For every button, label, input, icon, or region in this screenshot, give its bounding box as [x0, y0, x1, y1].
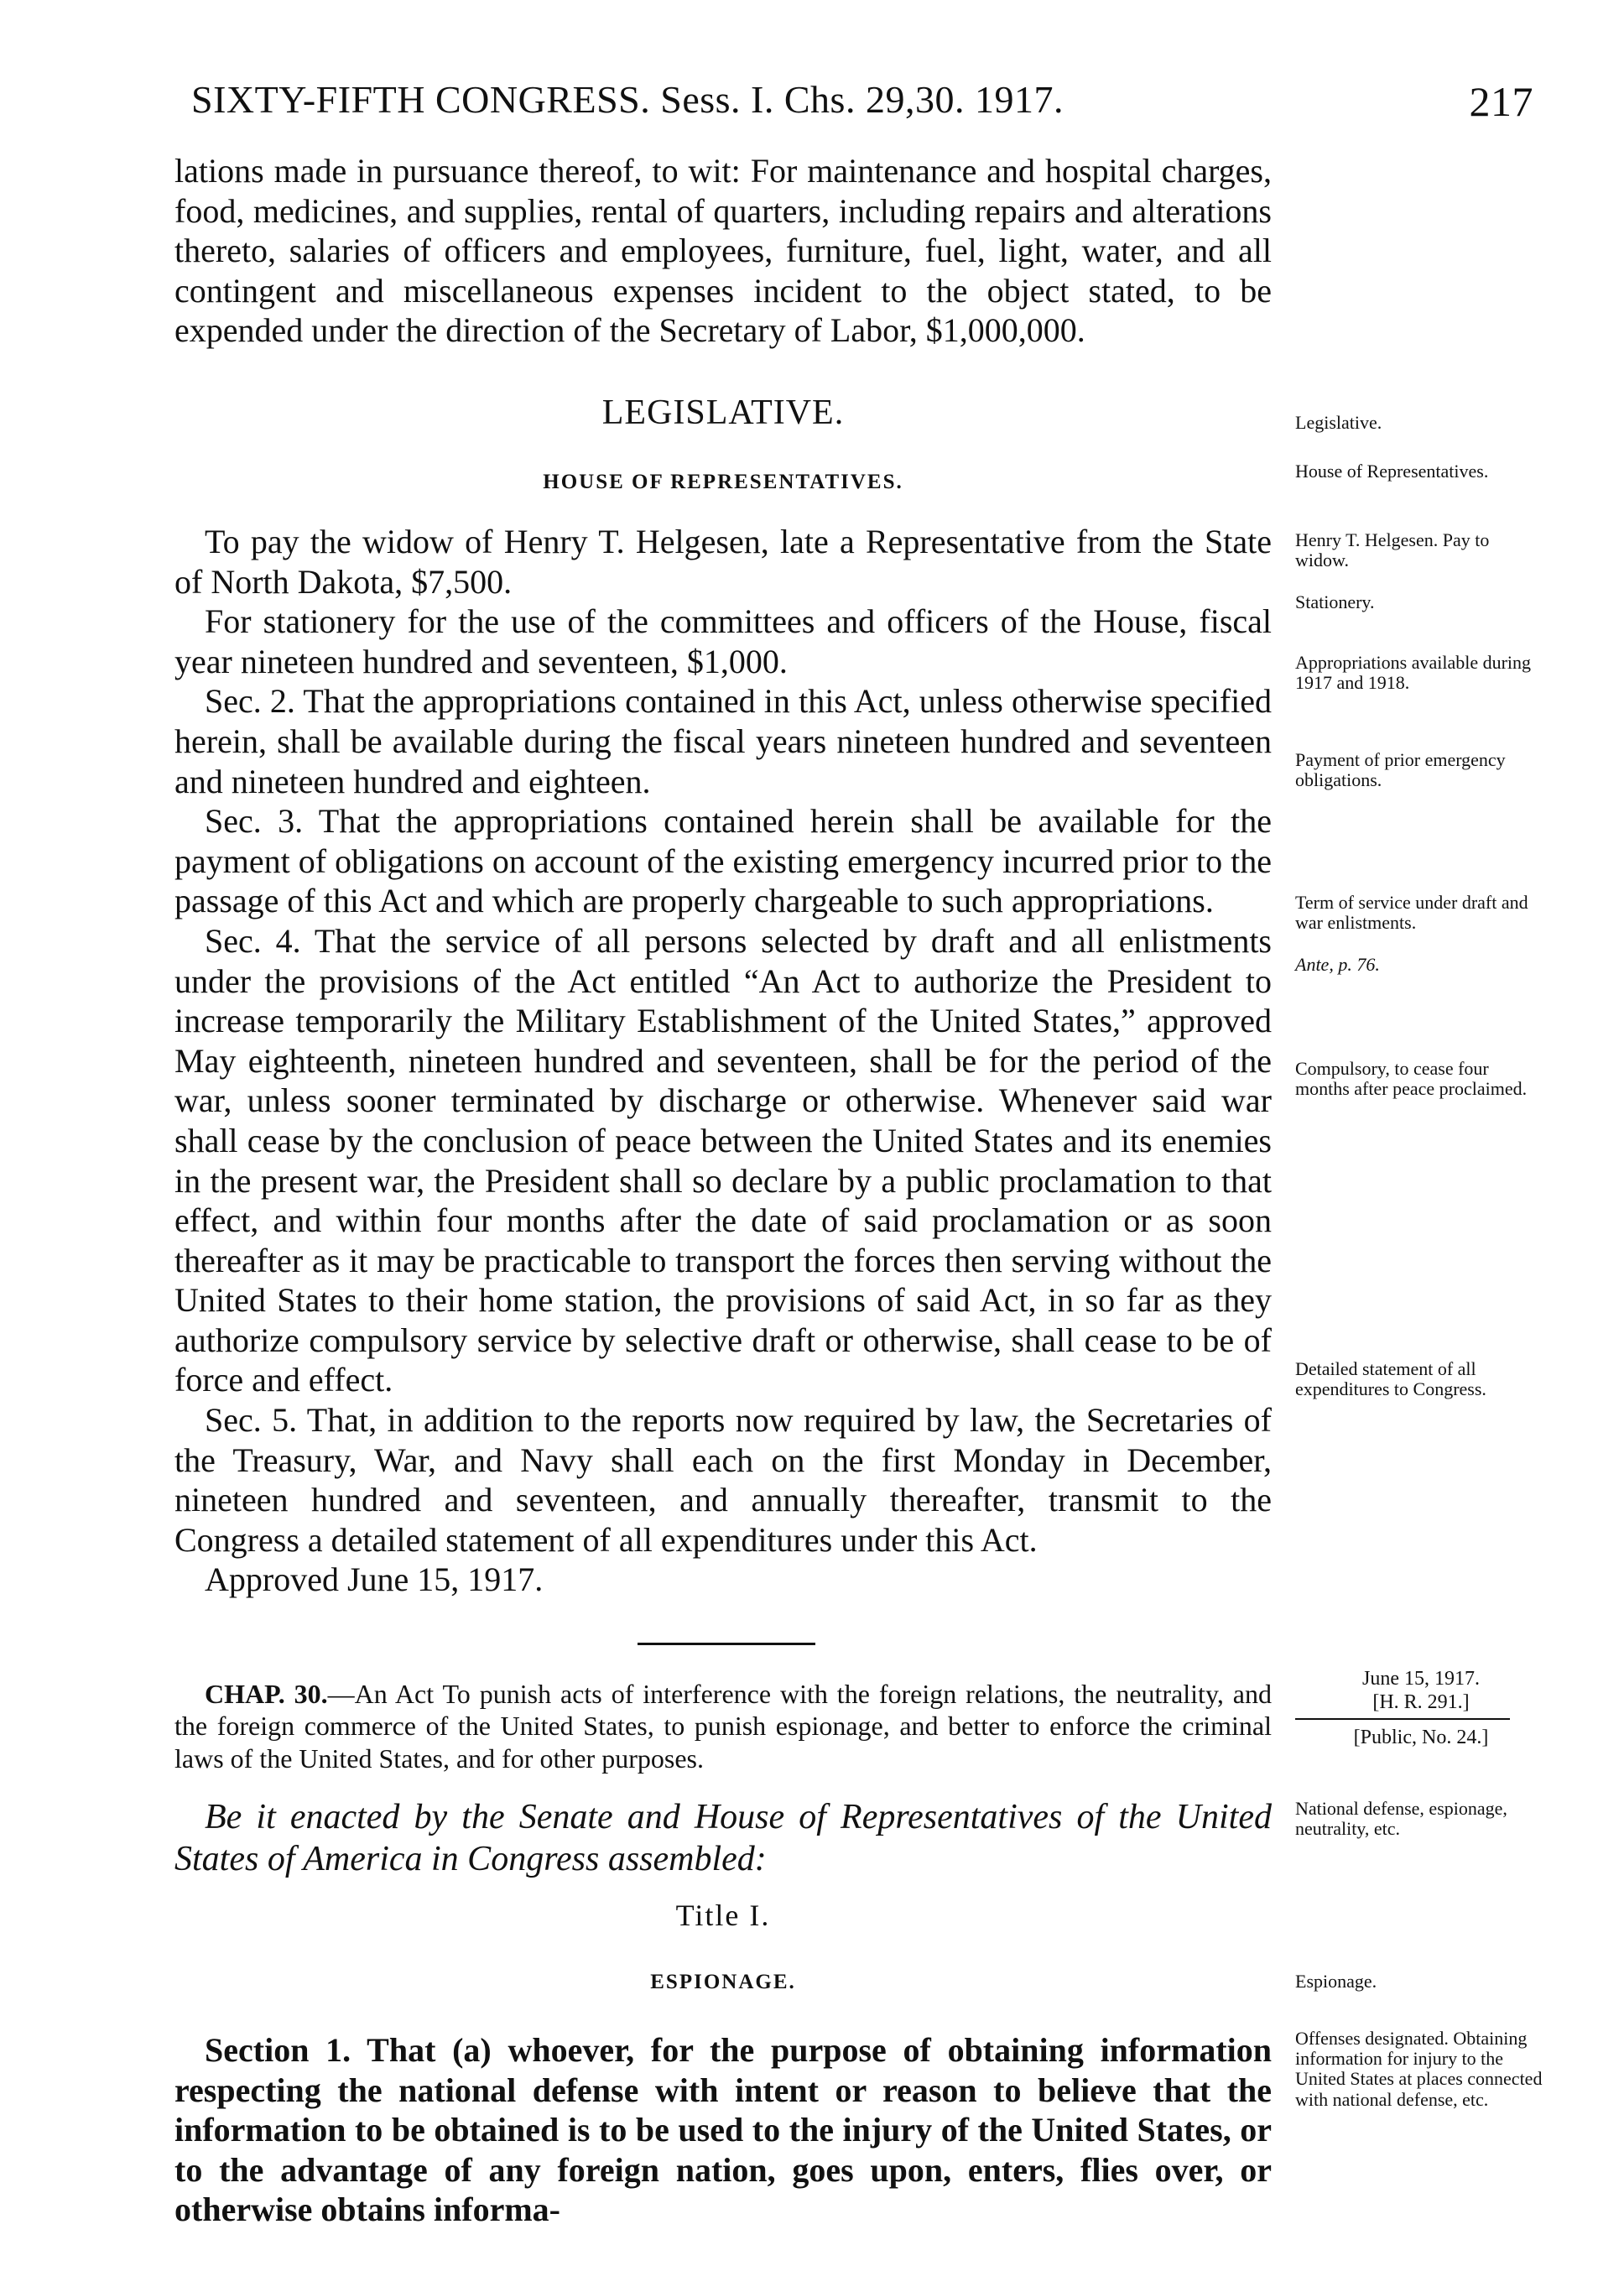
- running-header: [191, 77, 1533, 125]
- stationery-paragraph: For stationery for the use of the committees and officers of the House, fiscal year nineteen hundred and seventeen, $1,000.: [174, 602, 1272, 680]
- section-2: Sec. 2. That the appropriations contained in this Act, unless otherwise specified herein, shall be available during the fiscal years nineteen hundred and seventeen and nineteen hundred and eighteen.: [174, 682, 1272, 800]
- section-3: Sec. 3. That the appropriations contained herein shall be available for the payment of obligations on account of the existing emergency incurred prior to the passage of this Act and which are properly chargeable to such appropriations.: [174, 802, 1272, 920]
- approved-date: Approved June 15, 1917.: [205, 1560, 544, 1599]
- note-national-defense: National defense, espionage, neutrality, etc.: [1295, 1798, 1507, 1840]
- espionage-heading: ESPIONAGE.: [650, 1971, 796, 1993]
- section-1-block: [174, 2030, 1272, 2230]
- enacting-clause: [174, 1797, 1272, 1881]
- section-5: Sec. 5. That, in addition to the reports now required by law, the Secretaries of the Treasury, War, and Navy shall each on the first Monday in December, nineteen hundred and seventeen, and annually thereafter, transmit to the Congress a detailed statement of all expenditures under this Act.: [174, 1401, 1272, 1559]
- note-stationery: Stationery.: [1295, 591, 1375, 612]
- title-heading: Title I.: [675, 1899, 771, 1932]
- opening-paragraph-block: [174, 151, 1272, 351]
- note-legislative: Legislative.: [1295, 412, 1382, 433]
- note-hr: [H. R. 291.]: [1372, 1691, 1470, 1713]
- house-heading: HOUSE OF REPRESENTATIVES.: [543, 471, 903, 493]
- enacting-clause-text: Be it enacted by the Senate and House of Representatives of the United States of America in Congress assembled:: [174, 1798, 1272, 1878]
- note-prior-obligations: Payment of prior emergency obligations.: [1295, 749, 1506, 791]
- note-appropriations: Appropriations available during 1917 and 1918.: [1295, 652, 1532, 694]
- note-term-of-service: Term of service under draft and war enlistments.: [1295, 892, 1528, 934]
- running-title: SIXTY-FIFTH CONGRESS. Sess. I. Chs. 29,30. 1917.: [191, 78, 1064, 121]
- house-paragraphs: [174, 522, 1272, 1600]
- section-1: Section 1. That (a) whoever, for the purpose of obtaining information respecting the national defense with intent or reason to believe that the information to be obtained is to be used to the injury of the United States, or to the advantage of any foreign nation, goes upon, enters, flies over, or otherwise obtains informa-: [174, 2031, 1272, 2229]
- margin-rule: [1295, 1718, 1510, 1720]
- note-compulsory: Compulsory, to cease four months after peace proclaimed.: [1295, 1058, 1528, 1100]
- note-espionage: Espionage.: [1295, 1971, 1377, 1992]
- note-offenses: Offenses designated. Obtaining information for injury to the United States at places connected with national defense, etc.: [1295, 2028, 1543, 2110]
- section-divider: [638, 1643, 815, 1645]
- note-ante: Ante, p. 76.: [1295, 954, 1380, 975]
- note-date: June 15, 1917.: [1362, 1668, 1480, 1690]
- note-detailed-statement: Detailed statement of all expenditures to Congress.: [1295, 1358, 1486, 1400]
- opening-paragraph: lations made in pursuance thereof, to wit: For maintenance and hospital charges, food, medicines, and supplies, rental of quarters, including repairs and alterations thereto, salaries of officers and employees, furniture, fuel, light, water, and all contingent and miscellaneous expenses incident to the object stated, to be expended under the direction of the Secretary of Labor, $1,000,000.: [174, 152, 1272, 350]
- legislative-heading: LEGISLATIVE.: [601, 393, 845, 432]
- chapter-30-label: CHAP. 30.: [205, 1679, 328, 1709]
- note-house: House of Representatives.: [1295, 461, 1489, 482]
- page-number: 217: [1469, 78, 1533, 125]
- note-public-no: [Public, No. 24.]: [1353, 1727, 1489, 1748]
- chapter-30-text: —An Act To punish acts of interference with the foreign relations, the neutrality, and the foreign commerce of the United States, to punish espionage, and better to enforce the criminal laws of the United States, and for other purposes.: [174, 1679, 1273, 1774]
- chapter-30-caption: [174, 1678, 1272, 1774]
- section-4: Sec. 4. That the service of all persons selected by draft and all enlistments under the provisions of the Act entitled “An Act to authorize the President to increase temporarily the Military Establishment of the United States,” approved May eighteenth, nineteen hundred and seventeen, shall be for the period of the war, unless sooner terminated by discharge or otherwise. Whenever said war shall cease by the conclusion of peace between the United States and its enemies in the present war, the President shall so declare by a public proclamation to that effect, and within four months after the date of said proclamation or as soon thereafter as it may be practicable to transport the forces then serving without the United States to their home station, the provisions of said Act, in so far as they authorize compulsory service by selective draft or otherwise, shall cease to be of force and effect.: [174, 921, 1272, 1399]
- helgesen-paragraph: To pay the widow of Henry T. Helgesen, late a Representative from the State of North Dakota, $7,500.: [174, 523, 1272, 601]
- note-helgesen: Henry T. Helgesen. Pay to widow.: [1295, 529, 1490, 571]
